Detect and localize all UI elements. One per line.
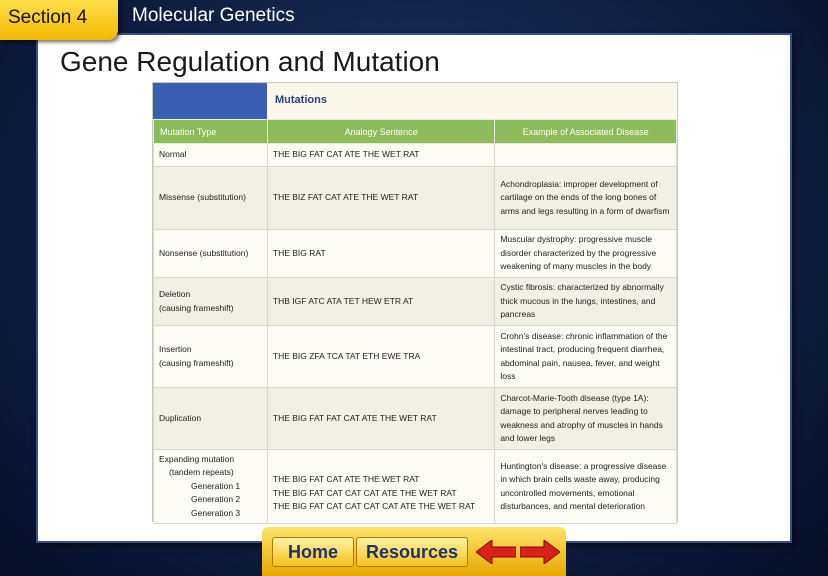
mutation-type-cell: Duplication	[154, 388, 268, 450]
mutation-type-cell: Normal	[154, 144, 268, 167]
analogy-cell: THB IGF ATC ATA TET HEW ETR AT	[267, 278, 494, 326]
mutation-type-line: Deletion	[159, 289, 191, 299]
disease-cell: Achondroplasia: improper development of cartilage on the ends of the long bones of arms and legs resulting in a form of dwarfism	[495, 167, 677, 230]
analogy-line: THE BIG FAT CAT CAT CAT ATE THE WET RAT	[272, 487, 457, 498]
table-row	[154, 388, 677, 450]
mutation-type-cell: Nonsense (substitution)	[154, 230, 268, 278]
figure-header-accent	[153, 83, 267, 119]
analogy-line: THE BIG FAT CAT CAT CAT CAT ATE THE WET RAT	[272, 501, 476, 511]
table-row	[154, 326, 677, 388]
column-header: Mutation Type	[154, 120, 268, 144]
generation-label: Generation 1	[191, 480, 241, 491]
mutation-type-note: (tandem repeats)	[169, 467, 234, 478]
disease-cell: Muscular dystrophy: progressive muscle disorder characterized by the progressive weakening of many muscles in the body	[495, 230, 677, 278]
section-tab	[0, 0, 118, 40]
right-arrow-icon[interactable]	[520, 540, 560, 564]
left-arrow-icon[interactable]	[476, 540, 516, 564]
analogy-cell: THE BIG FAT FAT CAT ATE THE WET RAT	[267, 388, 494, 450]
resources-button[interactable]: Resources	[356, 537, 468, 567]
mutation-type-note: (causing frameshift)	[159, 302, 234, 313]
disease-cell: Huntington's disease: a progressive disease in which brain cells waste away, producing uncontrolled movements, emotional disturbances, and mental deterioration	[495, 450, 677, 524]
mutation-type-note: (causing frameshift)	[159, 357, 234, 368]
disease-cell: Cystic fibrosis: characterized by abnormally thick mucous in the lungs, intestines, and pancreas	[495, 278, 677, 326]
home-button[interactable]: Home	[272, 537, 354, 567]
mutation-type-cell	[154, 278, 268, 326]
table-header-row	[154, 120, 677, 144]
table-row	[154, 167, 677, 230]
disease-cell	[495, 144, 677, 167]
chapter-title: Molecular Genetics	[132, 5, 295, 26]
analogy-cell	[267, 450, 494, 524]
disease-cell: Crohn's disease: chronic inflammation of the intestinal tract, producing frequent diarrhea, abdominal pain, nausea, fever, and weight loss	[495, 326, 677, 388]
analogy-cell: THE BIG ZFA TCA TAT ETH EWE TRA	[267, 326, 494, 388]
analogy-cell: THE BIG FAT CAT ATE THE WET RAT	[267, 144, 494, 167]
disease-cell: Charcot-Marie-Tooth disease (type 1A): damage to peripheral nerves leading to weakness and atrophy of muscles in hands and lower legs	[495, 388, 677, 450]
analogy-cell: THE BIZ FAT CAT ATE THE WET RAT	[267, 167, 494, 230]
mutation-type-cell	[154, 450, 268, 524]
table-row	[154, 230, 677, 278]
column-header: Example of Associated Disease	[495, 120, 677, 144]
figure-title-cell	[267, 83, 677, 119]
section-label: Section 4	[8, 7, 88, 28]
analogy-line: THE BIG FAT CAT ATE THE WET RAT	[272, 474, 420, 484]
generation-label: Generation 2	[191, 494, 241, 505]
figure-header	[153, 83, 677, 119]
mutation-type-cell	[154, 326, 268, 388]
table-row	[154, 450, 677, 524]
mutations-figure	[152, 82, 678, 522]
generation-label: Generation 3	[191, 507, 241, 518]
table-row	[154, 144, 677, 167]
mutation-type-line: Expanding mutation	[159, 453, 235, 464]
table-row	[154, 278, 677, 326]
page-title: Gene Regulation and Mutation	[60, 46, 440, 77]
mutation-type-cell: Missense (substitution)	[154, 167, 268, 230]
mutation-type-line: Insertion	[159, 344, 192, 354]
mutations-table	[153, 119, 677, 524]
analogy-cell: THE BIG RAT	[267, 230, 494, 278]
figure-title: Mutations	[275, 94, 327, 106]
navigation-bar	[262, 527, 566, 576]
column-header: Analogy Sentence	[267, 120, 494, 144]
